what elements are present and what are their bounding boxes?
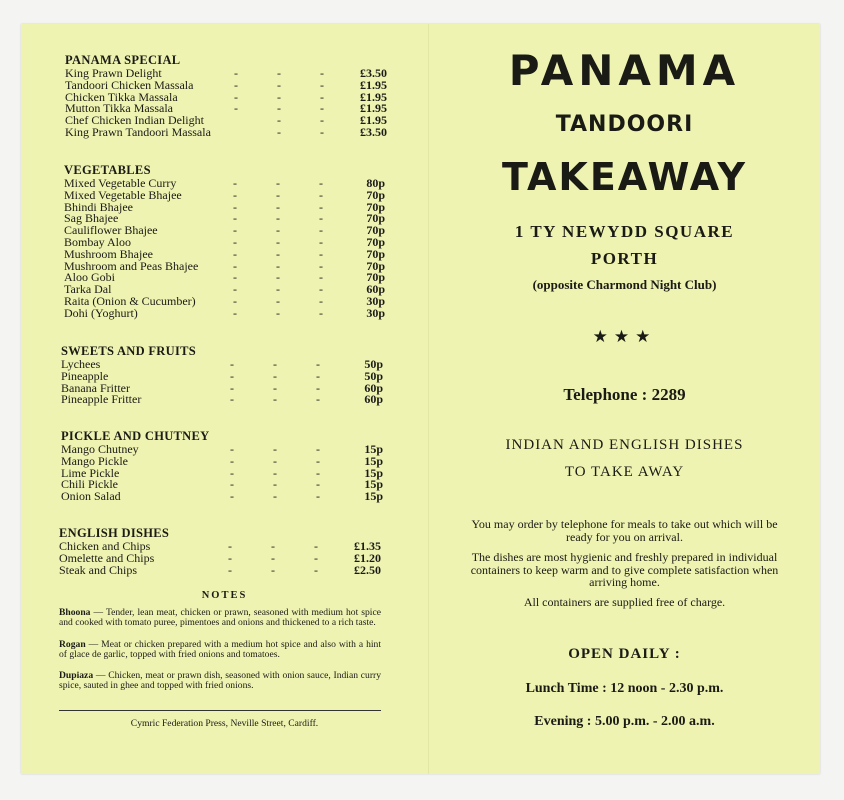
menu-panel — [21, 24, 428, 774]
section-title: VEGETABLES — [64, 163, 151, 177]
menu-item-name: Tarka Dal — [64, 282, 112, 297]
leader-dash: - — [228, 539, 232, 553]
leader-dash: - — [233, 211, 237, 226]
menu-item-name: Sag Bhajee — [64, 211, 119, 226]
menu-item-price: £1.95 — [360, 77, 387, 92]
leader-dash: - — [314, 562, 318, 577]
leader-dash: - — [230, 489, 234, 504]
leader-dash: - — [228, 550, 232, 565]
leader-dash: - — [233, 199, 237, 214]
title-panama: PANAMA — [508, 46, 741, 95]
leader-dash: - — [276, 282, 280, 297]
menu-item-price: £1.20 — [354, 550, 381, 565]
evening-hours: Evening : 5.00 p.m. - 2.00 a.m. — [534, 714, 715, 729]
menu-item-price: 70p — [366, 199, 385, 214]
leader-dash: - — [230, 357, 234, 371]
leader-dash: - — [319, 282, 323, 297]
menu-item-name: Lychees — [61, 357, 101, 371]
leader-dash: - — [234, 77, 238, 92]
menu-item-name: Chicken Tikka Massala — [65, 89, 178, 104]
leader-dash: - — [276, 223, 280, 238]
leader-dash: - — [276, 305, 280, 320]
menu-item-name: Mushroom and Peas Bhajee — [64, 258, 199, 273]
leader-dash: - — [233, 293, 237, 308]
menu-item-price: £1.95 — [360, 113, 387, 128]
leader-dash: - — [320, 101, 324, 116]
menu-section — [61, 343, 383, 406]
leader-dash: - — [233, 187, 237, 202]
leader-dash: - — [230, 465, 234, 480]
leader-dash: - — [273, 477, 277, 492]
leader-dash: - — [277, 113, 281, 128]
leader-dash: - — [276, 258, 280, 273]
lunch-hours: Lunch Time : 12 noon - 2.30 p.m. — [525, 681, 724, 696]
note-dupiaza — [59, 671, 381, 691]
menu-item-price: £1.95 — [360, 89, 387, 104]
menu-item-name: Chicken and Chips — [59, 539, 151, 553]
menu-item-name: Pineapple — [61, 368, 109, 383]
leader-dash: - — [319, 211, 323, 226]
leader-dash: - — [230, 368, 234, 383]
leader-dash: - — [233, 282, 237, 297]
note-term: Rogan — [59, 639, 86, 650]
leader-dash: - — [319, 293, 323, 308]
printer-credit: Cymric Federation Press, Neville Street, Cardiff. — [130, 718, 319, 729]
menu-item-price: 70p — [366, 187, 385, 202]
leader-dash: - — [233, 305, 237, 320]
menu-item-name: Pineapple Fritter — [61, 392, 142, 407]
leader-dash: - — [273, 368, 277, 383]
note-text: — Tender, lean meat, chicken or prawn, seasoned with medium hot spice and cooked with tomato puree, pimentoes and onions and thickened to a rich taste. — [59, 607, 381, 628]
menu-item-price: 60p — [364, 380, 383, 395]
note-rogan — [59, 640, 381, 660]
leader-dash: - — [319, 234, 323, 249]
leader-dash: - — [230, 392, 234, 407]
menu-item — [65, 124, 387, 139]
menu-item-name: King Prawn Tandoori Massala — [65, 124, 211, 139]
leader-dash: - — [273, 442, 277, 456]
leader-dash: - — [319, 223, 323, 238]
leader-dash: - — [316, 489, 320, 504]
leader-dash: - — [273, 357, 277, 371]
leader-dash: - — [316, 380, 320, 395]
cover-panel — [429, 24, 820, 774]
leader-dash: - — [273, 465, 277, 480]
leader-dash: - — [273, 380, 277, 395]
menu-item-name: Omelette and Chips — [59, 550, 155, 565]
leader-dash: - — [276, 270, 280, 285]
leader-dash: - — [234, 66, 238, 80]
leader-dash: - — [316, 442, 320, 456]
order-info: You may order by telephone for meals to take out which will be ready for you on arrival. — [471, 517, 778, 544]
menu-item — [61, 394, 383, 406]
menu-item-price: 15p — [364, 489, 383, 504]
menu-section — [65, 52, 387, 139]
menu-section — [59, 525, 381, 576]
leader-dash: - — [316, 357, 320, 371]
dishes-line-1: INDIAN AND ENGLISH DISHES — [505, 437, 744, 453]
leader-dash: - — [319, 270, 323, 285]
leader-dash: - — [277, 77, 281, 92]
leader-dash: - — [314, 550, 318, 565]
menu-item — [61, 359, 383, 371]
leader-dash: - — [230, 442, 234, 456]
containers-info: All containers are supplied free of charge. — [523, 595, 726, 609]
menu-item-name: Bombay Aloo — [64, 234, 132, 249]
menu-item-price: 70p — [366, 270, 385, 285]
menu-item-name: Chef Chicken Indian Delight — [65, 113, 204, 128]
menu-item-name: Raita (Onion & Cucumber) — [64, 293, 196, 308]
menu-item-price: 30p — [366, 293, 385, 308]
leader-dash: - — [233, 234, 237, 249]
leader-dash: - — [320, 124, 324, 139]
leader-dash: - — [316, 392, 320, 407]
menu-item — [64, 305, 385, 320]
title-takeaway: TAKEAWAY — [502, 155, 747, 199]
telephone: Telephone : 2289 — [563, 385, 686, 404]
leader-dash: - — [233, 223, 237, 238]
menu-item-price: 50p — [364, 368, 383, 383]
section-title: PICKLE AND CHUTNEY — [61, 429, 210, 443]
menu-sheet — [21, 24, 820, 774]
leader-dash: - — [271, 562, 275, 577]
address-line-1: 1 TY NEWYDD SQUARE — [514, 222, 735, 241]
menu-item-name: Aloo Gobi — [64, 270, 115, 285]
leader-dash: - — [233, 246, 237, 261]
leader-dash: - — [314, 539, 318, 553]
leader-dash: - — [277, 66, 281, 80]
leader-dash: - — [316, 465, 320, 480]
open-daily: OPEN DAILY : — [568, 646, 681, 662]
menu-item-name: Banana Fritter — [61, 380, 130, 395]
leader-dash: - — [276, 176, 280, 190]
menu-item-price: £3.50 — [360, 124, 387, 139]
leader-dash: - — [319, 199, 323, 214]
menu-item-name: Mixed Vegetable Bhajee — [64, 187, 182, 202]
divider — [59, 710, 381, 711]
leader-dash: - — [316, 368, 320, 383]
address-line-2: PORTH — [590, 249, 659, 268]
menu-item-name: Bhindi Bhajee — [64, 199, 133, 214]
leader-dash: - — [230, 477, 234, 492]
menu-item-name: Mushroom Bhajee — [64, 246, 153, 261]
leader-dash: - — [319, 187, 323, 202]
menu-item-price: 15p — [364, 453, 383, 468]
note-bhoona — [59, 608, 381, 628]
leader-dash: - — [276, 246, 280, 261]
leader-dash: - — [319, 176, 323, 190]
leader-dash: - — [271, 550, 275, 565]
menu-item-price: 70p — [366, 234, 385, 249]
leader-dash: - — [319, 305, 323, 320]
leader-dash: - — [234, 89, 238, 104]
menu-item-price: 60p — [366, 282, 385, 297]
leader-dash: - — [233, 270, 237, 285]
notes-title: NOTES — [201, 590, 248, 601]
menu-item-price: £2.50 — [354, 562, 381, 577]
leader-dash: - — [273, 453, 277, 468]
leader-dash: - — [233, 258, 237, 273]
leader-dash: - — [234, 101, 238, 116]
address-line-3: (opposite Charmond Night Club) — [532, 277, 717, 292]
section-title: ENGLISH DISHES — [59, 526, 170, 540]
leader-dash: - — [319, 246, 323, 261]
menu-item-name: Tandoori Chicken Massala — [65, 77, 194, 92]
menu-item-price: 60p — [364, 392, 383, 407]
menu-item-price: 70p — [366, 246, 385, 261]
menu-item-price: £1.95 — [360, 101, 387, 116]
menu-section — [64, 162, 385, 320]
leader-dash: - — [320, 89, 324, 104]
menu-item-name: Dohi (Yoghurt) — [64, 305, 138, 320]
title-tandoori: TANDOORI — [555, 112, 694, 137]
stars-decoration: ★★★ — [592, 327, 657, 346]
leader-dash: - — [233, 176, 237, 190]
leader-dash: - — [276, 211, 280, 226]
menu-item-price: £3.50 — [360, 66, 387, 80]
leader-dash: - — [273, 392, 277, 407]
menu-item-price: 70p — [366, 211, 385, 226]
menu-item-price: £1.35 — [354, 539, 381, 553]
menu-item-price: 15p — [364, 477, 383, 492]
menu-item-name: Onion Salad — [61, 489, 121, 504]
leader-dash: - — [277, 101, 281, 116]
menu-item-price: 15p — [364, 442, 383, 456]
menu-item-name: Chili Pickle — [61, 477, 118, 492]
leader-dash: - — [230, 380, 234, 395]
leader-dash: - — [276, 187, 280, 202]
leader-dash: - — [276, 293, 280, 308]
leader-dash: - — [228, 562, 232, 577]
leader-dash: - — [320, 113, 324, 128]
menu-item — [61, 491, 383, 503]
leader-dash: - — [273, 489, 277, 504]
menu-item-name: Cauliflower Bhajee — [64, 223, 158, 238]
menu-item-price: 80p — [366, 176, 385, 190]
leader-dash: - — [276, 234, 280, 249]
menu-item-name: Lime Pickle — [61, 465, 120, 480]
leader-dash: - — [320, 66, 324, 80]
hygiene-info: The dishes are most hygienic and freshly prepared in individual containers to keep warm and to give complete satisfaction when arriving home. — [470, 550, 779, 589]
menu-item-name: Mango Pickle — [61, 453, 128, 468]
leader-dash: - — [320, 77, 324, 92]
leader-dash: - — [276, 199, 280, 214]
menu-item-name: King Prawn Delight — [65, 66, 162, 80]
section-title: SWEETS AND FRUITS — [61, 344, 197, 358]
menu-item — [59, 562, 381, 577]
note-text: — Chicken, meat or prawn dish, seasoned with onion sauce, Indian curry spice, sauted in ghee and topped with fried onions. — [59, 670, 381, 691]
menu-item — [64, 272, 385, 284]
menu-item-price: 30p — [366, 305, 385, 320]
dishes-line-2: TO TAKE AWAY — [564, 464, 685, 480]
leader-dash: - — [277, 89, 281, 104]
menu-item-name: Mango Chutney — [61, 442, 139, 456]
menu-item-price: 70p — [366, 223, 385, 238]
leader-dash: - — [316, 453, 320, 468]
menu-item-name: Mutton Tikka Massala — [65, 101, 174, 116]
menu-item-price: 70p — [366, 258, 385, 273]
note-text: — Meat or chicken prepared with a medium hot spice and also with a hint of glace de garlic, topped with fried onions and tomatoes. — [59, 639, 381, 660]
leader-dash: - — [319, 258, 323, 273]
menu-item-price: 15p — [364, 465, 383, 480]
leader-dash: - — [271, 539, 275, 553]
menu-item-name: Steak and Chips — [59, 562, 137, 577]
leader-dash: - — [277, 124, 281, 139]
leader-dash: - — [230, 453, 234, 468]
section-title: PANAMA SPECIAL — [65, 53, 181, 67]
menu-section — [61, 428, 383, 503]
menu-item-price: 50p — [364, 357, 383, 371]
note-term: Bhoona — [59, 607, 91, 618]
menu-item-name: Mixed Vegetable Curry — [64, 176, 177, 190]
leader-dash: - — [316, 477, 320, 492]
note-term: Dupiaza — [59, 670, 94, 681]
